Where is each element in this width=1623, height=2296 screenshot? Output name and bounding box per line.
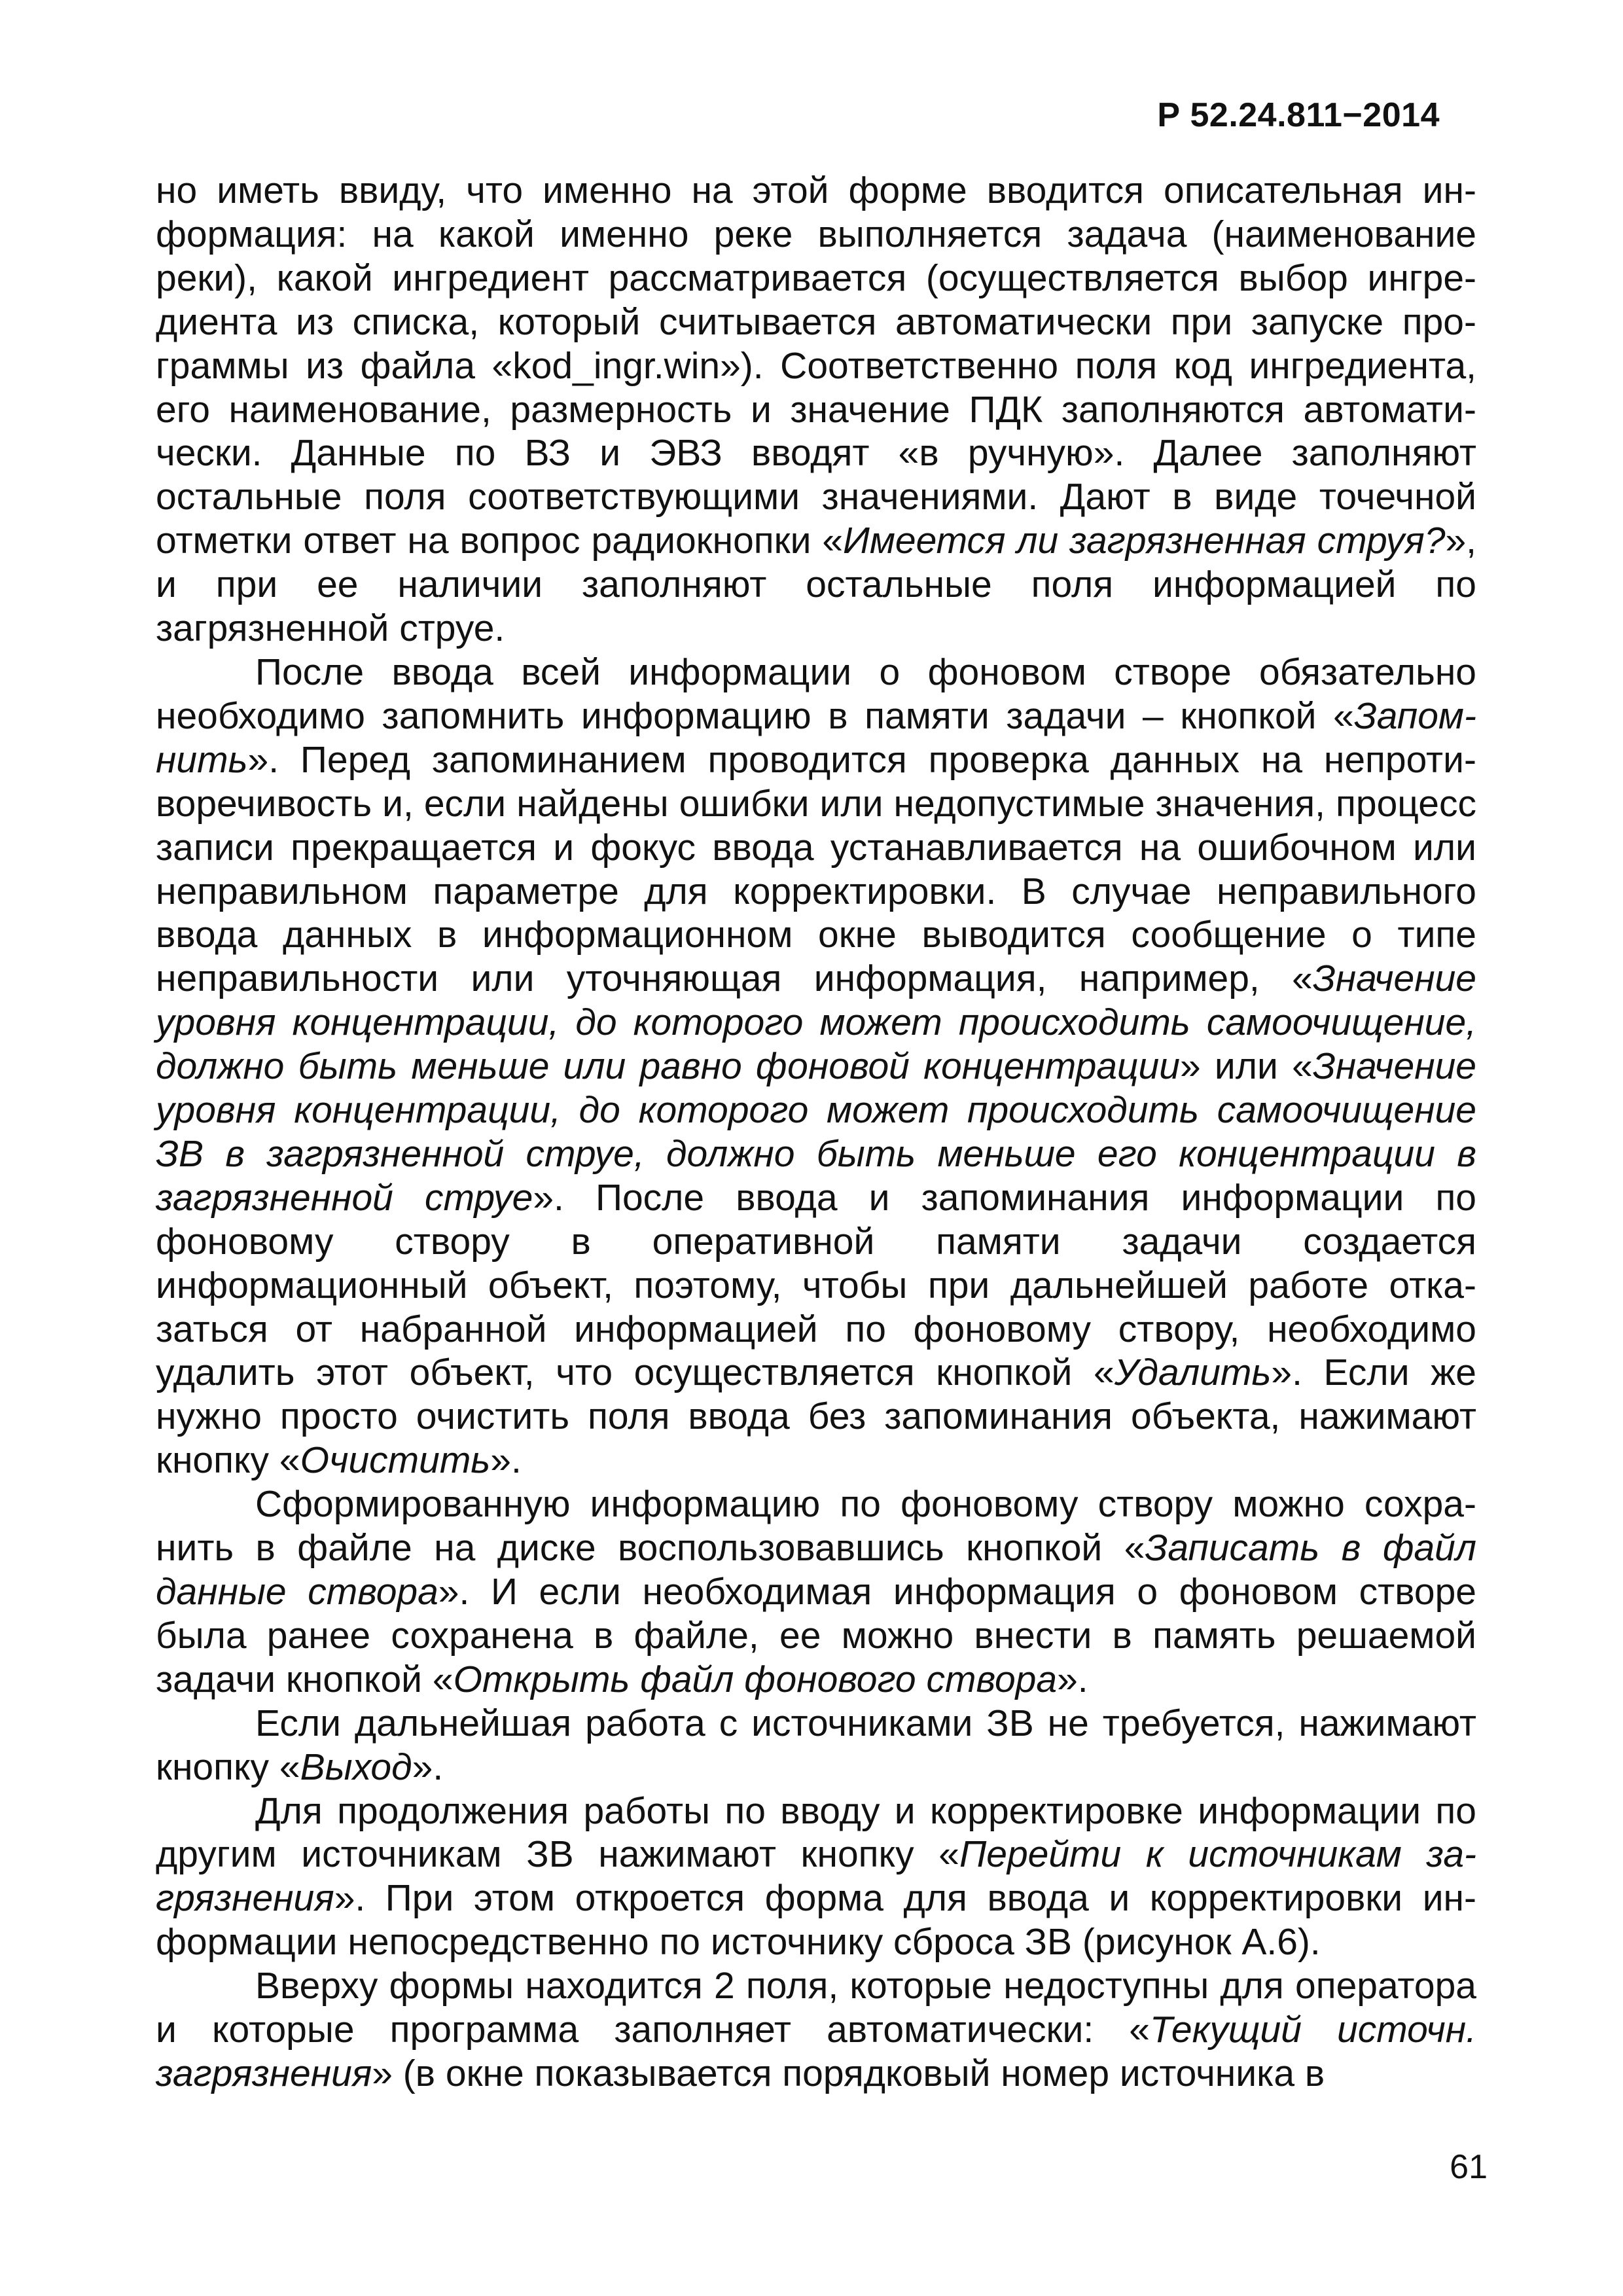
text-run-italic: Записать в файл данные створа bbox=[156, 1527, 1476, 1613]
document-code: Р 52.24.811−2014 bbox=[1157, 96, 1440, 134]
text-run-italic: Значение уровня концентрации, до которого может происходить самоочищение, должно быть меньше или равно фоновой концентрации bbox=[156, 958, 1476, 1088]
text-run: ». После ввода и запоминания информации по фоновому створу в оперативной памяти задачи создается информационный объект, поэтому, чтобы при дальнейшей работе отказаться от набранной информацией по фоновому створу, необходимо удалить этот объект, что осуществляется кнопкой « bbox=[156, 1176, 1477, 1394]
text-run: » или « bbox=[1179, 1045, 1313, 1088]
text-run-italic: Удалить bbox=[1114, 1352, 1272, 1394]
text-run-italic: Запомнить bbox=[156, 694, 1476, 781]
text-run: ». bbox=[412, 1746, 444, 1788]
text-run: ». bbox=[490, 1439, 522, 1482]
text-run: Вверху формы находится 2 поля, которые недоступны для оператора и которые программа заполняет автоматически: « bbox=[156, 1965, 1476, 2051]
text-run: После ввода всей информации о фоновом створе обязательно необходимо запомнить информацию в памяти задачи – кнопкой « bbox=[156, 651, 1476, 737]
text-run: ». bbox=[1057, 1658, 1088, 1700]
text-run-italic: Значение уровня концентрации, до которого может происходить самоочищение ЗВ в загрязненной струе, должно быть меньше его концентрации в загрязненной струе bbox=[156, 1045, 1476, 1219]
paragraph bbox=[156, 1482, 1476, 1702]
text-run: ». При этом откроется форма для ввода и корректировки информации непосредственно по источнику сброса ЗВ (рисунок А.6). bbox=[156, 1877, 1476, 1964]
text-run: » (в окне показывается порядковый номер источника в bbox=[372, 2052, 1325, 2094]
text-run: Сформированную информацию по фоновому створу можно сохранить в файле на диске воспользовавшись кнопкой « bbox=[156, 1483, 1476, 1570]
text-run: Если дальнейшая работа с источниками ЗВ не требуется, нажимают кнопку « bbox=[156, 1702, 1476, 1788]
document-body bbox=[156, 169, 1476, 2096]
text-run-italic: Открыть файл фонового створа bbox=[453, 1658, 1058, 1700]
paragraph bbox=[156, 1789, 1476, 1965]
page-number: 61 bbox=[1450, 2148, 1488, 2186]
text-run-italic: Имеется ли загрязненная струя? bbox=[843, 520, 1446, 562]
text-run: Для продолжения работы по вводу и корректировке информации по другим источникам ЗВ нажимают кнопку « bbox=[156, 1789, 1476, 1876]
text-run: ». И если необходимая информация о фоновом створе была ранее сохранена в файле, ее можно внести в память решаемой задачи кнопкой « bbox=[156, 1571, 1476, 1700]
paragraph bbox=[156, 1964, 1476, 2096]
text-run: ». Перед запоминанием проводится проверка данных на непротиворечивость и, если найдены ошибки или недопустимые значения, процесс записи прекращается и фокус ввода устанавливается на ошибочном или неправильном параметре для корректировки. В случае неправильного ввода данных в информационном окне выводится сообщение о типе неправильности или уточняющая информация, например, « bbox=[156, 738, 1476, 1000]
text-run-italic: Перейти к источникам загрязнения bbox=[156, 1833, 1477, 1920]
text-run-italic: Текущий источн. загрязнения bbox=[156, 2009, 1476, 2094]
text-run-italic: Очистить bbox=[300, 1439, 491, 1482]
text-run: но иметь ввиду, что именно на этой форме вводится описательная информация: на какой именно реке выполняется задача (наименование реки), какой ингредиент рассматривается (осуществляется выбор ингредиента из списка, который считывается автоматически при запуске программы из файла «kod_ingr.win»). Соответственно поля код ингредиента, его наименование, размерность и значение ПДК заполняются автоматически. Данные по ВЗ и ЭВЗ вводят «в ручную». Далее заполняют остальные поля соответствующими значениями. Дают в виде точечной отметки ответ на вопрос радиокнопки « bbox=[156, 170, 1476, 562]
paragraph bbox=[156, 1702, 1476, 1789]
text-run-italic: Выход bbox=[300, 1746, 412, 1788]
paragraph bbox=[156, 651, 1476, 1482]
text-run: », и при ее наличии заполняют остальные поля информацией по загрязненной струе. bbox=[156, 520, 1476, 650]
text-run: ». Если же нужно просто очистить поля ввода без запоминания объекта, нажимают кнопку « bbox=[156, 1352, 1476, 1482]
paragraph bbox=[156, 169, 1476, 651]
